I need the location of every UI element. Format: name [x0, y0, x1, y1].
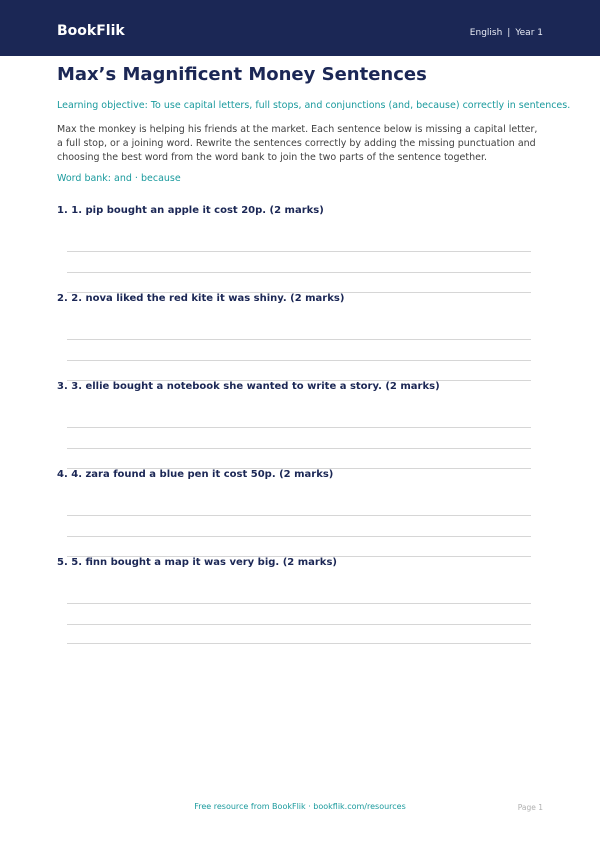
word-bank: Word bank: and · because: [57, 173, 181, 184]
answer-line[interactable]: [67, 448, 531, 449]
answer-line[interactable]: [67, 603, 531, 604]
question-text: 4. 4. zara found a blue pen it cost 50p. (2 marks): [57, 469, 334, 480]
question-text: 3. 3. ellie bought a notebook she wanted to write a story. (2 marks): [57, 381, 440, 392]
question-text: 1. 1. pip bought an apple it cost 20p. (2 marks): [57, 205, 324, 216]
answer-line[interactable]: [67, 643, 531, 644]
brand-logo[interactable]: BookFlik: [57, 23, 125, 39]
page-number: Page 1: [517, 803, 543, 812]
learning-objective: Learning objective: To use capital letters, full stops, and conjunctions (and, because) correctly in sentences.: [57, 100, 571, 111]
question-5: [57, 557, 543, 568]
header-separator: |: [507, 28, 511, 38]
question-4: [57, 469, 543, 480]
question-text: 2. 2. nova liked the red kite it was shiny. (2 marks): [57, 293, 345, 304]
subject-label: English: [469, 28, 503, 38]
answer-line[interactable]: [67, 624, 531, 625]
answer-line[interactable]: [67, 272, 531, 273]
answer-line[interactable]: [67, 427, 531, 428]
question-2: [57, 293, 543, 304]
instructions-paragraph: Max the monkey is helping his friends at the market. Each sentence below is missing a capital letter, a full stop, or a joining word. Rewrite the sentences correctly by adding the missing punctuation and choosing the best word from the word bank to join the two parts of the sentence together.: [57, 124, 538, 163]
answer-line[interactable]: [67, 360, 531, 361]
worksheet-title: Max’s Magnificent Money Sentences: [57, 64, 427, 85]
footer-credit[interactable]: Free resource from BookFlik · bookflik.com/resources: [194, 802, 406, 811]
page-header: [0, 0, 600, 56]
answer-line[interactable]: [67, 515, 531, 516]
answer-line[interactable]: [67, 536, 531, 537]
answer-line[interactable]: [67, 251, 531, 252]
question-3: [57, 381, 543, 392]
question-text: 5. 5. finn bought a map it was very big. (2 marks): [57, 557, 337, 568]
year-label: Year 1: [515, 28, 543, 38]
subject-year: [470, 28, 543, 38]
question-1: [57, 205, 543, 216]
answer-line[interactable]: [67, 339, 531, 340]
